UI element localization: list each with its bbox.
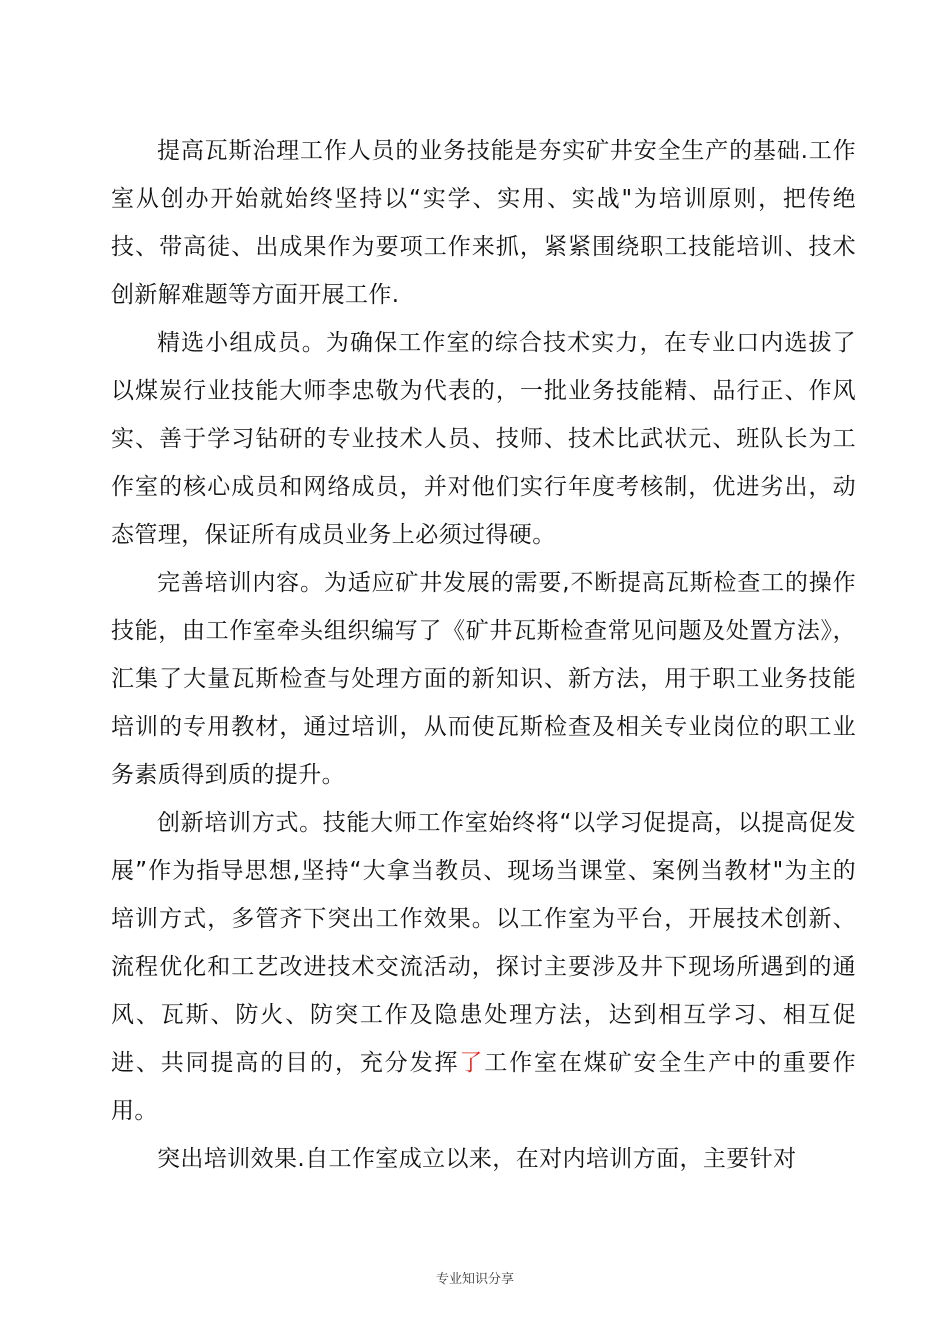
page-footer: 专业知识分享 bbox=[435, 1272, 514, 1287]
paragraph-training-method: 创新培训方式。技能大师工作室始终将“以学习促提高，以提高促发展”作为指导思想,坚持“大拿当教员、现场当课堂、案例当教材"为主的培训方式，多管齐下突出工作效果。以工作室为平台，开展技术创新、流程优化和工艺改进技术交流活动，探讨主要涉及井下现场所遇到的通风、瓦斯、防火、防突工作及隐患处理方法，达到相互学习、相互促进、共同提高的目的，充分发挥了工作室在煤矿安全生产中的重要作用。 bbox=[111, 810, 857, 1124]
paragraph-skills-foundation: 提高瓦斯治理工作人员的业务技能是夯实矿井安全生产的基础.工作室从创办开始就始终坚持以“实学、实用、实战"为培训原则，把传绝技、带高徒、出成果作为要项工作来抓，紧紧围绕职工技能培训、技术创新解难题等方面开展工作. bbox=[111, 138, 856, 308]
document-body bbox=[111, 127, 856, 1183]
highlighted-character: 了 bbox=[459, 1050, 485, 1076]
paragraph-training-effect: 突出培训效果.自工作室成立以来，在对内培训方面，主要针对 bbox=[157, 1146, 797, 1172]
paragraph-training-content: 完善培训内容。为适应矿井发展的需要,不断提高瓦斯检查工的操作技能，由工作室牵头组织编写了《矿井瓦斯检查常见问题及处置方法》，汇集了大量瓦斯检查与处理方面的新知识、新方法，用于职工业务技能培训的专用教材，通过培训，从而使瓦斯检查及相关专业岗位的职工业务素质得到质的提升。 bbox=[111, 570, 856, 788]
paragraph-select-members: 精选小组成员。为确保工作室的综合技术实力，在专业口内选拔了以煤炭行业技能大师李忠敬为代表的，一批业务技能精、品行正、作风实、善于学习钻研的专业技术人员、技师、技术比武状元、班队长为工作室的核心成员和网络成员，并对他们实行年度考核制，优进劣出，动态管理，保证所有成员业务上必须过得硬。 bbox=[111, 330, 856, 548]
